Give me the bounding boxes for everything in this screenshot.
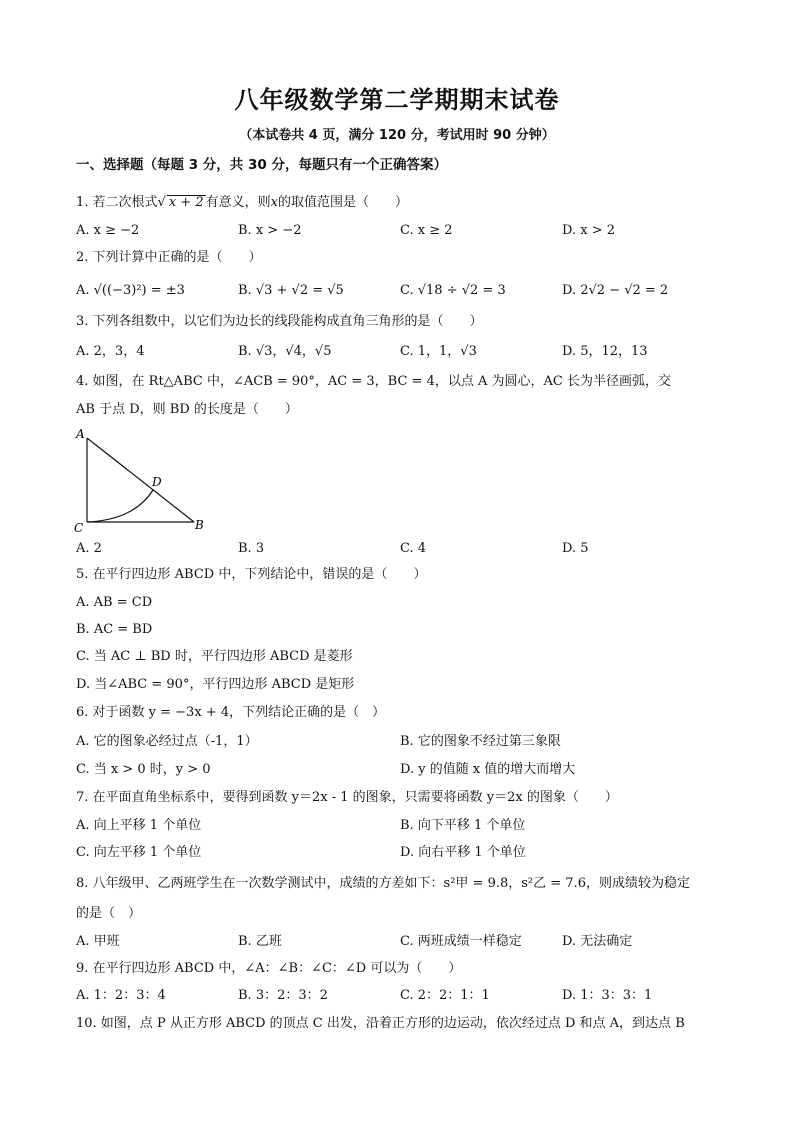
question-4-stem-line1: 4. 如图，在 Rt△ABC 中，∠ACB = 90°，AC = 3，BC = 4，以点 A 为圆心，AC 长为半径画弧，交 xyxy=(76,374,671,389)
section-heading: 一、选择题（每题 3 分，共 30 分，每题只有一个正确答案） xyxy=(76,157,447,173)
page-title: 八年级数学第二学期期末试卷 xyxy=(234,86,560,114)
q1-stem-a: 1. 若二次根式 xyxy=(76,195,158,210)
question-6-stem: 6. 对于函数 y = −3x + 4，下列结论正确的是（ ） xyxy=(76,705,386,720)
label-a: A xyxy=(76,428,85,441)
q5-option-a: A. AB = CD xyxy=(76,595,153,610)
question-1-stem: 1. 若二次根式√ x + 2 有意义，则x的取值范围是（ ） xyxy=(76,195,408,210)
question-2-stem: 2. 下列计算中正确的是（ ） xyxy=(76,250,262,265)
question-7-stem: 7. 在平面直角坐标系中，要得到函数 y＝2x - 1 的图象，只需要将函数 y＝2x 的图象（ ） xyxy=(76,790,618,805)
q4-option-c: C. 4 xyxy=(400,541,427,556)
q2-option-c: C. √18 ÷ √2 = 3 xyxy=(400,283,506,298)
label-c: C xyxy=(74,521,84,535)
q5-option-b: B. AC = BD xyxy=(76,622,153,637)
q9-option-b: B. 3：2：3：2 xyxy=(238,988,328,1003)
arc-cd xyxy=(87,490,153,522)
q6-option-c: C. 当 x > 0 时，y > 0 xyxy=(76,762,211,777)
q3-option-a: A. 2，3，4 xyxy=(76,344,145,359)
q5-option-c: C. 当 AC ⊥ BD 时，平行四边形 ABCD 是菱形 xyxy=(76,649,353,664)
q2-option-d: D. 2√2 − √2 = 2 xyxy=(562,283,669,298)
question-8-stem-line1: 8. 八年级甲、乙两班学生在一次数学测试中，成绩的方差如下：s²甲 = 9.8，s²乙 = 7.6，则成绩较为稳定 xyxy=(76,876,690,891)
q3-option-b: B. √3，√4，√5 xyxy=(238,344,332,359)
q2-option-a: A. √((−3)²) = ±3 xyxy=(76,283,185,298)
q7-option-d: D. 向右平移 1 个单位 xyxy=(400,845,526,860)
q1-option-b: B. x > −2 xyxy=(238,223,302,238)
q9-option-c: C. 2：2：1：1 xyxy=(400,988,490,1003)
q5-option-d: D. 当∠ABC = 90°，平行四边形 ABCD 是矩形 xyxy=(76,677,355,692)
q1-option-c: C. x ≥ 2 xyxy=(400,223,453,238)
label-d: D xyxy=(152,475,162,489)
q9-option-d: D. 1：3：3：1 xyxy=(562,988,653,1003)
q9-option-a: A. 1：2：3：4 xyxy=(76,988,166,1003)
q1-stem-c: 的取值范围是（ ） xyxy=(277,195,408,210)
q1-stem-b: 有意义，则 xyxy=(205,195,271,210)
q4-option-b: B. 3 xyxy=(238,541,265,556)
q1-option-a: A. x ≥ −2 xyxy=(76,223,140,238)
question-5-stem: 5. 在平行四边形 ABCD 中，下列结论中，错误的是（ ） xyxy=(76,567,427,582)
label-b: B xyxy=(195,518,204,532)
q7-option-c: C. 向左平移 1 个单位 xyxy=(76,845,202,860)
q4-option-a: A. 2 xyxy=(76,541,102,556)
q8-option-b: B. 乙班 xyxy=(238,934,282,949)
q8-option-d: D. 无法确定 xyxy=(562,934,633,949)
q3-option-c: C. 1，1，√3 xyxy=(400,344,477,359)
q1-radicand: x + 2 xyxy=(168,195,204,210)
q6-option-a: A. 它的图象必经过点（-1，1） xyxy=(76,734,258,749)
question-8-stem-line2: 的是（ ） xyxy=(76,906,142,921)
question-9-stem: 9. 在平行四边形 ABCD 中，∠A：∠B：∠C：∠D 可以为（ ） xyxy=(76,961,462,976)
q1-var: x xyxy=(270,195,278,210)
q3-option-d: D. 5，12，13 xyxy=(562,344,648,359)
q2-option-b: B. √3 + √2 = √5 xyxy=(238,283,344,298)
q7-option-b: B. 向下平移 1 个单位 xyxy=(400,818,526,833)
q6-option-d: D. y 的值随 x 值的增大而增大 xyxy=(400,762,576,777)
triangle-figure xyxy=(74,428,214,536)
q4-option-d: D. 5 xyxy=(562,541,589,556)
page-subtitle: （本试卷共 4 页，满分 120 分，考试用时 90 分钟） xyxy=(239,128,555,143)
question-4-stem-line2: AB 于点 D，则 BD 的长度是（ ） xyxy=(76,402,298,417)
q6-option-b: B. 它的图象不经过第三象限 xyxy=(400,734,561,749)
question-3-stem: 3. 下列各组数中，以它们为边长的线段能构成直角三角形的是（ ） xyxy=(76,314,483,329)
q7-option-a: A. 向上平移 1 个单位 xyxy=(76,818,202,833)
question-10-stem: 10. 如图，点 P 从正方形 ABCD 的顶点 C 出发，沿着正方形的边运动，依次经过点 D 和点 A，到达点 B xyxy=(76,1016,685,1031)
q8-option-a: A. 甲班 xyxy=(76,934,120,949)
q8-option-c: C. 两班成绩一样稳定 xyxy=(400,934,522,949)
segment-ab xyxy=(87,438,194,522)
q1-option-d: D. x > 2 xyxy=(562,223,615,238)
